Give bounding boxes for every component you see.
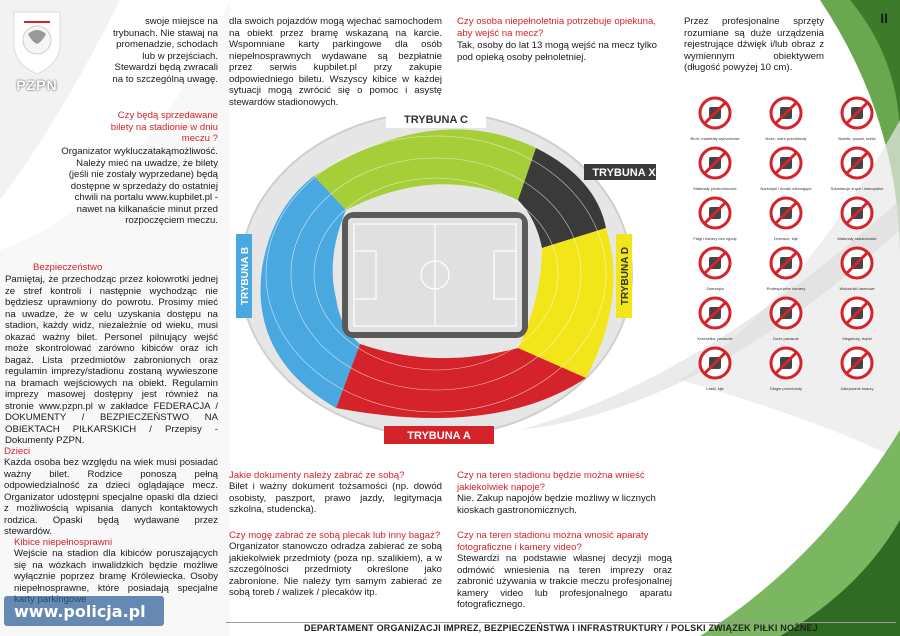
stand-a-label: TRYBUNA A bbox=[407, 430, 471, 442]
pole-icon bbox=[769, 196, 803, 230]
prohibited-item-caption: Zakrywanie twarzy bbox=[840, 386, 874, 391]
prohibited-item-caption: Substancje żrące i łatwopalne bbox=[830, 186, 884, 191]
col1-heading-children: Dzieci bbox=[4, 446, 31, 457]
prohibited-item-caption: Duże parasole bbox=[773, 336, 799, 341]
col2-heading-documents: Jakie dokumenty należy zabrać ze sobą? bbox=[229, 470, 405, 481]
bottle-icon bbox=[840, 96, 874, 130]
stand-c-label: TRYBUNA C bbox=[404, 114, 468, 126]
col1-paragraph-disabled: Wejście na stadion dla kibiców poruszających się na wózkach inwalidzkich będzie możliwe wyłącznie poprzez bramę Królewiecka. Osoby niepełnosprawne, które posiadają specjalne bbox=[14, 548, 218, 594]
page-number: II bbox=[880, 10, 888, 26]
prohibited-item bbox=[822, 196, 892, 241]
prohibited-item bbox=[751, 196, 821, 241]
prohibited-item bbox=[822, 146, 892, 191]
col2-paragraph-documents: Bilet i ważny dokument tożsamości (np. dowód osobisty, paszport, prawo jazdy, legitymacja szkolna, studencka). bbox=[229, 481, 442, 515]
chair-icon bbox=[698, 296, 732, 330]
stadium-map bbox=[236, 108, 656, 444]
prohibited-item-caption: Narkotyki i środki odurzające bbox=[760, 186, 812, 191]
stand-d-label: TRYBUNA D bbox=[620, 246, 631, 306]
prohibited-item-caption: Materiały pirotechniczne bbox=[693, 186, 737, 191]
prohibited-item-caption: Długie przedmioty bbox=[769, 386, 802, 391]
col3-paragraph-cameras: Stewardzi na podstawie własnej decyzji mogą odmówić wniesienia na teren imprezy oraz zabronić używania w trakcie meczu profesjonalnej kamery video lub profesjonalnego aparatu fotograficznego. bbox=[457, 553, 672, 610]
prohibited-item bbox=[680, 96, 750, 141]
prohibited-item bbox=[680, 146, 750, 191]
prohibited-item bbox=[822, 246, 892, 291]
prohibited-item-caption: Megafony, trąbki bbox=[842, 336, 872, 341]
prohibited-item bbox=[751, 296, 821, 341]
racist-icon bbox=[840, 196, 874, 230]
prohibited-item bbox=[751, 96, 821, 141]
col1-heading-disabled: Kibice niepełnosprawni bbox=[14, 537, 113, 548]
policja-watermark: www.policja.pl bbox=[4, 596, 164, 626]
prohibited-item bbox=[822, 96, 892, 141]
weapon-icon bbox=[698, 96, 732, 130]
col1-heading-security: Bezpieczeństwo bbox=[33, 262, 103, 273]
prohibited-items-grid bbox=[680, 96, 892, 396]
prohibited-item-caption: Noże, ostre przedmioty bbox=[765, 136, 807, 141]
col2-heading-bags: Czy mogę zabrać ze sobą plecak lub inny bagaż? bbox=[229, 530, 441, 541]
stand-b-label: TRYBUNA B bbox=[240, 246, 251, 306]
prohibited-item-caption: Drzewce, kije bbox=[774, 236, 798, 241]
prohibited-item bbox=[680, 296, 750, 341]
megaphone-icon bbox=[840, 296, 874, 330]
prohibited-item bbox=[822, 296, 892, 341]
footer-banner: DEPARTAMENT ORGANIZACJI IMPREZ, BEZPIECZEŃSTWA I INFRASTRUKTURY / POLSKI ZWIĄZEK PIŁKI NOŻNEJ bbox=[226, 622, 896, 635]
cane-icon bbox=[769, 346, 803, 380]
col3-paragraph-minors: Tak, osoby do lat 13 mogą wejść na mecz tylko pod opieką osoby pełnoletniej. bbox=[457, 40, 657, 63]
prohibited-item-caption: Zwierzęta bbox=[706, 286, 724, 291]
col4-paragraph-equipment: Przez profesjonalne sprzęty rozumiane są duże urządzenia rejestrujące dźwięk i/lub obraz z wymiennym obiektywem (długość powyżej 10 cm). bbox=[684, 16, 824, 73]
stick-icon bbox=[698, 346, 732, 380]
chemicals-icon bbox=[840, 146, 874, 180]
prohibited-item bbox=[680, 246, 750, 291]
prohibited-item bbox=[822, 346, 892, 391]
prohibited-item bbox=[751, 246, 821, 291]
col1-paragraph-security: Pamiętaj, że przechodząc przez kołowrotki jednej ze stref kontroli i następnie wychodząc nie będziesz uprawniony do powrotu. Prosimy mieć na uwadze, że w celu uzyskania dostępu na stadion, każdy widz, niezależnie od wieku, musi okazać ważny bilet. Personel pilnujący wejść może skontrolować zarówno kibiców oraz ich bagaż. Lista przedmiotów zabronionych oraz regulamin imprezy/stadionu zostaną wywieszone na bramach wejściowych na obiekt. Regulamin imprezy masowej dostępny jest również na stronie www.pzpn.pl w zakładce FEDERACJA / DOKUMENTY / BEZPIECZEŃSTWO NA OBIEKTACH PIŁKARSKICH / Przepisy - Dokumenty PZPN. bbox=[5, 274, 218, 446]
col1-paragraph-tickets: Organizator wykluczatakąmożliwość. Należy mieć na uwadze, że bilety (jeśli nie zostały wyprzedane) będą dostępne w sprzedaży do ostatniej chwili na portalu www.kupbilet.pl - nawet na kilkanaście minut przed rozpoczęciem meczu. bbox=[61, 146, 218, 226]
col3-heading-cameras: Czy na teren stadionu można wnosić aparaty fotograficzne i kamery video? bbox=[457, 530, 649, 553]
prohibited-item bbox=[680, 346, 750, 391]
col2-paragraph-bags: Organizator stanowczo odradza zabierać ze sobą jakiekolwiek przedmioty (poza np. szalikiem), a w szczególności przedmioty określone jako zabronione. Nie należy tym samym zabierać ze sobą toreb / walizek / plecaków itp. bbox=[229, 541, 442, 598]
col3-heading-minors: Czy osoba niepełnoletnia potrzebuje opiekuna, aby wejść na mecz? bbox=[457, 16, 656, 39]
prohibited-item bbox=[680, 196, 750, 241]
prohibited-item bbox=[751, 146, 821, 191]
col1-heading-tickets: Czy będą sprzedawane bilety na stadionie w dniu meczu ? bbox=[110, 110, 218, 144]
col3-paragraph-drinks: Nie. Zakup napojów będzie możliwy w licznych kioskach gastronomicznych. bbox=[457, 493, 656, 516]
pzpn-logo bbox=[8, 8, 66, 96]
prohibited-item-caption: Laski, kije bbox=[706, 386, 724, 391]
camera-icon bbox=[769, 246, 803, 280]
pzpn-wordmark: PZPN bbox=[16, 77, 58, 93]
col2-paragraph-parking: dla swoich pojazdów mogą wjechać samochodem na obiekt przez bramę wskazaną na karcie. Wspomniane karty parkingowe dla osób niepełnosprawnych wydawane są bezpłatnie przez serwis kupbilet.pl przy zakupie odpowiedniego biletu. Wszyscy kibice w każdej sytuacji mogą zwrócić się o pomoc i asystę stewardów stadionowych. bbox=[229, 16, 442, 108]
drugs-icon bbox=[769, 146, 803, 180]
prohibited-item bbox=[751, 346, 821, 391]
prohibited-item-caption: Flagi i banery bez zgody bbox=[693, 236, 737, 241]
fireworks-icon bbox=[698, 146, 732, 180]
mask-icon bbox=[840, 346, 874, 380]
prohibited-item-caption: Broń, materiały wybuchowe bbox=[690, 136, 740, 141]
laser-icon bbox=[840, 246, 874, 280]
animal-icon bbox=[698, 246, 732, 280]
prohibited-item-caption: Butelki, puszki, kubki bbox=[838, 136, 876, 141]
col1-paragraph-1: swoje miejsce na trybunach. Nie stawaj na promenadzie, schodach lub w przejściach. Stewardzi będą zwracali na to szczególną uwagę. bbox=[112, 16, 218, 85]
pzpn-emblem-icon bbox=[8, 8, 66, 76]
col1-paragraph-children: Każda osoba bez względu na wiek musi posiadać ważny bilet. Rodzice ponoszą pełną odpowiedzialność za dzieci oglądające mecz. Organizator udostępni specjalne opaski dla dzieci z możliwością wpisania danych kontaktowych rodzica. Opaski będą wydawane przez stewardów. bbox=[4, 457, 218, 537]
prohibited-item-caption: Materiały rasistowskie bbox=[837, 236, 877, 241]
prohibited-item-caption: Wskaźniki laserowe bbox=[839, 286, 875, 291]
umbrella-icon bbox=[769, 296, 803, 330]
prohibited-item-caption: Krzesełka, parasole bbox=[697, 336, 733, 341]
flag-icon bbox=[698, 196, 732, 230]
stand-x-label: TRYBUNA X bbox=[592, 167, 656, 179]
knife-icon bbox=[769, 96, 803, 130]
col3-heading-drinks: Czy na teren stadionu będzie można wnieść jakiekolwiek napoje? bbox=[457, 470, 645, 493]
prohibited-item-caption: Profesjonalne kamery bbox=[766, 286, 806, 291]
